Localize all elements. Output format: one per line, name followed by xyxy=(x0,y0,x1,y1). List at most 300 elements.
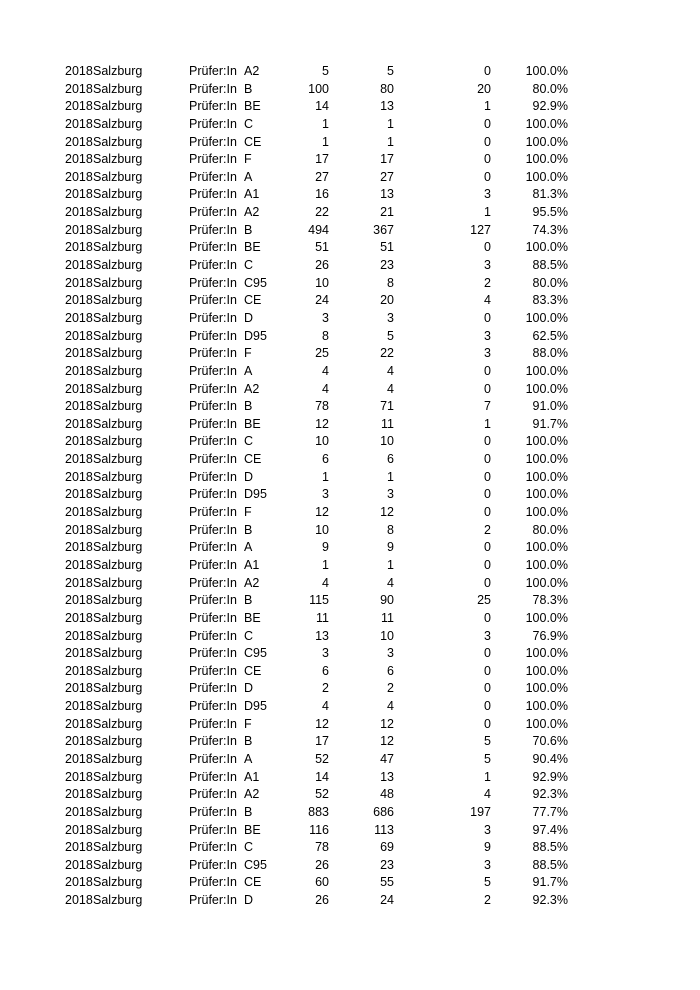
cell-class: D xyxy=(244,310,254,325)
cell-passed: 80 xyxy=(380,81,394,96)
cell-year: 2018 xyxy=(65,81,93,96)
cell-role: Prüfer:In xyxy=(189,716,237,731)
table-row xyxy=(0,275,700,293)
cell-class: CE xyxy=(244,452,262,467)
cell-total: 12 xyxy=(315,716,329,731)
table-row xyxy=(0,804,700,822)
cell-passed: 6 xyxy=(387,663,394,678)
cell-rate: 100.0% xyxy=(525,469,568,484)
cell-class: C xyxy=(244,628,254,643)
cell-city: Salzburg xyxy=(93,452,143,467)
table-row xyxy=(0,186,700,204)
cell-role: Prüfer:In xyxy=(189,187,237,202)
cell-failed: 1 xyxy=(484,99,491,114)
cell-role: Prüfer:In xyxy=(189,505,237,520)
cell-year: 2018 xyxy=(65,64,93,78)
cell-year: 2018 xyxy=(65,452,93,467)
cell-rate: 100.0% xyxy=(525,134,568,149)
table-row xyxy=(0,733,700,751)
cell-role: Prüfer:In xyxy=(189,99,237,114)
cell-total: 12 xyxy=(315,505,329,520)
cell-failed: 0 xyxy=(484,152,491,167)
cell-role: Prüfer:In xyxy=(189,310,237,325)
cell-city: Salzburg xyxy=(93,64,143,78)
cell-city: Salzburg xyxy=(93,134,143,149)
cell-class: C xyxy=(244,116,254,131)
table-row xyxy=(0,169,700,187)
cell-failed: 3 xyxy=(484,258,491,273)
cell-failed: 3 xyxy=(484,857,491,872)
cell-failed: 197 xyxy=(470,804,491,819)
cell-failed: 1 xyxy=(484,205,491,220)
cell-failed: 0 xyxy=(484,663,491,678)
cell-rate: 88.0% xyxy=(532,346,568,361)
cell-rate: 100.0% xyxy=(525,646,568,661)
cell-passed: 1 xyxy=(387,557,394,572)
cell-passed: 27 xyxy=(380,169,394,184)
cell-class: C xyxy=(244,840,254,855)
cell-year: 2018 xyxy=(65,593,93,608)
cell-class: B xyxy=(244,734,253,749)
cell-total: 25 xyxy=(315,346,329,361)
cell-year: 2018 xyxy=(65,716,93,731)
cell-passed: 11 xyxy=(381,610,394,625)
cell-class: B xyxy=(244,593,253,608)
table-row xyxy=(0,539,700,557)
cell-class: D xyxy=(244,893,254,908)
cell-city: Salzburg xyxy=(93,381,143,396)
cell-role: Prüfer:In xyxy=(189,434,237,449)
cell-failed: 2 xyxy=(484,522,491,537)
cell-class: A xyxy=(244,169,253,184)
cell-role: Prüfer:In xyxy=(189,522,237,537)
cell-passed: 12 xyxy=(380,505,394,520)
cell-year: 2018 xyxy=(65,822,93,837)
cell-total: 3 xyxy=(322,646,329,661)
cell-passed: 17 xyxy=(380,152,394,167)
table-row xyxy=(0,469,700,487)
cell-passed: 5 xyxy=(387,328,394,343)
cell-rate: 100.0% xyxy=(525,699,568,714)
cell-role: Prüfer:In xyxy=(189,593,237,608)
cell-city: Salzburg xyxy=(93,293,143,308)
table-row xyxy=(0,239,700,257)
cell-class: A xyxy=(244,363,253,378)
table-row xyxy=(0,575,700,593)
cell-total: 26 xyxy=(315,893,329,908)
data-table xyxy=(0,63,700,910)
cell-year: 2018 xyxy=(65,875,93,890)
cell-city: Salzburg xyxy=(93,610,143,625)
cell-failed: 5 xyxy=(484,734,491,749)
cell-rate: 92.3% xyxy=(532,893,568,908)
cell-role: Prüfer:In xyxy=(189,487,237,502)
cell-rate: 100.0% xyxy=(525,240,568,255)
cell-city: Salzburg xyxy=(93,804,143,819)
cell-rate: 83.3% xyxy=(532,293,568,308)
cell-class: A2 xyxy=(244,787,260,802)
cell-failed: 0 xyxy=(484,434,491,449)
cell-class: CE xyxy=(244,875,262,890)
cell-total: 14 xyxy=(315,769,329,784)
cell-city: Salzburg xyxy=(93,769,143,784)
cell-class: B xyxy=(244,522,253,537)
cell-total: 17 xyxy=(315,152,329,167)
cell-city: Salzburg xyxy=(93,540,143,555)
cell-class: D95 xyxy=(244,328,267,343)
cell-rate: 100.0% xyxy=(525,152,568,167)
cell-city: Salzburg xyxy=(93,205,143,220)
cell-class: A xyxy=(244,751,253,766)
cell-total: 22 xyxy=(315,205,329,220)
cell-role: Prüfer:In xyxy=(189,152,237,167)
cell-role: Prüfer:In xyxy=(189,116,237,131)
cell-failed: 0 xyxy=(484,169,491,184)
table-row xyxy=(0,416,700,434)
cell-failed: 0 xyxy=(484,363,491,378)
cell-total: 26 xyxy=(315,258,329,273)
cell-passed: 11 xyxy=(381,416,394,431)
cell-role: Prüfer:In xyxy=(189,557,237,572)
cell-city: Salzburg xyxy=(93,258,143,273)
cell-rate: 100.0% xyxy=(525,505,568,520)
cell-failed: 0 xyxy=(484,240,491,255)
cell-city: Salzburg xyxy=(93,522,143,537)
cell-year: 2018 xyxy=(65,646,93,661)
cell-failed: 7 xyxy=(484,399,491,414)
cell-passed: 3 xyxy=(387,646,394,661)
cell-role: Prüfer:In xyxy=(189,610,237,625)
cell-failed: 0 xyxy=(484,381,491,396)
cell-class: BE xyxy=(244,822,261,837)
cell-passed: 367 xyxy=(373,222,394,237)
cell-role: Prüfer:In xyxy=(189,681,237,696)
table-row xyxy=(0,557,700,575)
cell-city: Salzburg xyxy=(93,875,143,890)
cell-passed: 6 xyxy=(387,452,394,467)
cell-class: C95 xyxy=(244,646,267,661)
cell-year: 2018 xyxy=(65,769,93,784)
cell-rate: 100.0% xyxy=(525,487,568,502)
cell-year: 2018 xyxy=(65,505,93,520)
cell-class: F xyxy=(244,716,252,731)
cell-total: 115 xyxy=(309,593,329,608)
cell-class: BE xyxy=(244,610,261,625)
cell-year: 2018 xyxy=(65,275,93,290)
table-row xyxy=(0,345,700,363)
cell-passed: 23 xyxy=(380,857,394,872)
cell-rate: 100.0% xyxy=(525,64,568,78)
cell-total: 14 xyxy=(315,99,329,114)
cell-class: C95 xyxy=(244,857,267,872)
cell-role: Prüfer:In xyxy=(189,787,237,802)
cell-rate: 90.4% xyxy=(532,751,568,766)
cell-city: Salzburg xyxy=(93,857,143,872)
cell-passed: 71 xyxy=(380,399,394,414)
cell-city: Salzburg xyxy=(93,346,143,361)
cell-role: Prüfer:In xyxy=(189,328,237,343)
cell-passed: 20 xyxy=(380,293,394,308)
cell-passed: 4 xyxy=(387,699,394,714)
cell-rate: 100.0% xyxy=(525,434,568,449)
cell-total: 12 xyxy=(315,416,329,431)
cell-class: C95 xyxy=(244,275,267,290)
cell-year: 2018 xyxy=(65,363,93,378)
cell-city: Salzburg xyxy=(93,681,143,696)
cell-total: 27 xyxy=(315,169,329,184)
cell-role: Prüfer:In xyxy=(189,346,237,361)
cell-class: A2 xyxy=(244,64,260,78)
cell-city: Salzburg xyxy=(93,646,143,661)
cell-total: 4 xyxy=(322,699,329,714)
cell-city: Salzburg xyxy=(93,751,143,766)
cell-year: 2018 xyxy=(65,804,93,819)
cell-failed: 0 xyxy=(484,310,491,325)
cell-total: 24 xyxy=(315,293,329,308)
cell-class: BE xyxy=(244,416,261,431)
cell-failed: 4 xyxy=(484,787,491,802)
cell-passed: 4 xyxy=(387,381,394,396)
cell-passed: 113 xyxy=(374,822,394,837)
cell-failed: 0 xyxy=(484,134,491,149)
cell-failed: 9 xyxy=(484,840,491,855)
cell-total: 1 xyxy=(322,116,329,131)
cell-class: D95 xyxy=(244,487,267,502)
cell-passed: 13 xyxy=(380,769,394,784)
cell-passed: 686 xyxy=(373,804,394,819)
cell-year: 2018 xyxy=(65,399,93,414)
cell-city: Salzburg xyxy=(93,81,143,96)
table-row xyxy=(0,822,700,840)
cell-role: Prüfer:In xyxy=(189,399,237,414)
cell-failed: 0 xyxy=(484,487,491,502)
cell-class: A1 xyxy=(244,557,260,572)
cell-rate: 88.5% xyxy=(532,840,568,855)
cell-failed: 1 xyxy=(484,769,491,784)
cell-failed: 3 xyxy=(484,628,491,643)
cell-passed: 22 xyxy=(380,346,394,361)
cell-class: A2 xyxy=(244,381,260,396)
cell-total: 4 xyxy=(322,381,329,396)
cell-class: D xyxy=(244,469,254,484)
cell-city: Salzburg xyxy=(93,416,143,431)
cell-role: Prüfer:In xyxy=(189,540,237,555)
cell-total: 16 xyxy=(315,187,329,202)
table-row xyxy=(0,839,700,857)
cell-year: 2018 xyxy=(65,663,93,678)
cell-city: Salzburg xyxy=(93,434,143,449)
cell-year: 2018 xyxy=(65,699,93,714)
cell-total: 1 xyxy=(322,557,329,572)
cell-total: 5 xyxy=(322,64,329,78)
cell-passed: 51 xyxy=(380,240,394,255)
cell-class: A2 xyxy=(244,205,260,220)
cell-year: 2018 xyxy=(65,328,93,343)
cell-failed: 3 xyxy=(484,346,491,361)
cell-year: 2018 xyxy=(65,293,93,308)
cell-failed: 5 xyxy=(484,751,491,766)
cell-class: A1 xyxy=(244,769,260,784)
cell-rate: 74.3% xyxy=(532,222,568,237)
cell-rate: 91.7% xyxy=(532,416,568,431)
cell-role: Prüfer:In xyxy=(189,469,237,484)
cell-rate: 76.9% xyxy=(532,628,568,643)
cell-passed: 12 xyxy=(380,734,394,749)
cell-rate: 100.0% xyxy=(525,575,568,590)
cell-rate: 92.3% xyxy=(532,787,568,802)
cell-failed: 0 xyxy=(484,646,491,661)
cell-failed: 0 xyxy=(484,64,491,78)
table-row xyxy=(0,310,700,328)
cell-passed: 55 xyxy=(380,875,394,890)
cell-passed: 8 xyxy=(387,275,394,290)
table-row xyxy=(0,610,700,628)
cell-class: CE xyxy=(244,663,262,678)
cell-rate: 92.9% xyxy=(532,769,568,784)
table-row xyxy=(0,716,700,734)
cell-role: Prüfer:In xyxy=(189,893,237,908)
cell-passed: 3 xyxy=(387,310,394,325)
cell-failed: 1 xyxy=(484,416,491,431)
cell-year: 2018 xyxy=(65,857,93,872)
cell-year: 2018 xyxy=(65,416,93,431)
cell-total: 17 xyxy=(315,734,329,749)
cell-year: 2018 xyxy=(65,169,93,184)
table-row xyxy=(0,645,700,663)
cell-class: D95 xyxy=(244,699,267,714)
cell-total: 4 xyxy=(322,363,329,378)
cell-rate: 100.0% xyxy=(525,452,568,467)
cell-failed: 0 xyxy=(484,557,491,572)
cell-rate: 88.5% xyxy=(532,258,568,273)
cell-rate: 88.5% xyxy=(532,857,568,872)
cell-role: Prüfer:In xyxy=(189,840,237,855)
cell-role: Prüfer:In xyxy=(189,363,237,378)
table-row xyxy=(0,81,700,99)
cell-rate: 100.0% xyxy=(525,116,568,131)
cell-total: 2 xyxy=(322,681,329,696)
cell-failed: 25 xyxy=(477,593,491,608)
cell-passed: 48 xyxy=(380,787,394,802)
table-row xyxy=(0,698,700,716)
cell-rate: 95.5% xyxy=(532,205,568,220)
table-row xyxy=(0,222,700,240)
cell-year: 2018 xyxy=(65,240,93,255)
cell-passed: 8 xyxy=(387,522,394,537)
cell-passed: 1 xyxy=(387,134,394,149)
cell-total: 78 xyxy=(315,399,329,414)
cell-year: 2018 xyxy=(65,258,93,273)
cell-city: Salzburg xyxy=(93,116,143,131)
table-row xyxy=(0,680,700,698)
cell-role: Prüfer:In xyxy=(189,769,237,784)
cell-year: 2018 xyxy=(65,522,93,537)
cell-city: Salzburg xyxy=(93,575,143,590)
cell-passed: 1 xyxy=(387,116,394,131)
cell-city: Salzburg xyxy=(93,275,143,290)
table-row xyxy=(0,398,700,416)
cell-year: 2018 xyxy=(65,116,93,131)
cell-rate: 97.4% xyxy=(532,822,568,837)
cell-total: 60 xyxy=(315,875,329,890)
cell-passed: 13 xyxy=(380,187,394,202)
cell-role: Prüfer:In xyxy=(189,452,237,467)
cell-rate: 91.7% xyxy=(532,875,568,890)
cell-failed: 20 xyxy=(477,81,491,96)
cell-rate: 77.7% xyxy=(532,804,568,819)
cell-role: Prüfer:In xyxy=(189,275,237,290)
cell-rate: 100.0% xyxy=(525,169,568,184)
table-row xyxy=(0,522,700,540)
cell-year: 2018 xyxy=(65,751,93,766)
cell-failed: 0 xyxy=(484,116,491,131)
cell-year: 2018 xyxy=(65,540,93,555)
table-row xyxy=(0,892,700,910)
table-row xyxy=(0,486,700,504)
cell-year: 2018 xyxy=(65,787,93,802)
cell-year: 2018 xyxy=(65,205,93,220)
cell-class: F xyxy=(244,346,252,361)
cell-year: 2018 xyxy=(65,99,93,114)
cell-total: 10 xyxy=(315,522,329,537)
table-row xyxy=(0,292,700,310)
cell-city: Salzburg xyxy=(93,822,143,837)
table-row xyxy=(0,363,700,381)
cell-year: 2018 xyxy=(65,346,93,361)
cell-class: A2 xyxy=(244,575,260,590)
cell-city: Salzburg xyxy=(93,557,143,572)
cell-class: F xyxy=(244,505,252,520)
table-row xyxy=(0,857,700,875)
cell-total: 8 xyxy=(322,328,329,343)
cell-city: Salzburg xyxy=(93,328,143,343)
cell-rate: 100.0% xyxy=(525,540,568,555)
cell-failed: 4 xyxy=(484,293,491,308)
cell-total: 51 xyxy=(315,240,329,255)
cell-passed: 69 xyxy=(380,840,394,855)
cell-class: F xyxy=(244,152,252,167)
table-row xyxy=(0,381,700,399)
cell-passed: 2 xyxy=(387,681,394,696)
cell-city: Salzburg xyxy=(93,469,143,484)
cell-role: Prüfer:In xyxy=(189,575,237,590)
cell-failed: 2 xyxy=(484,275,491,290)
cell-failed: 3 xyxy=(484,187,491,202)
cell-total: 6 xyxy=(322,663,329,678)
cell-class: A xyxy=(244,540,253,555)
cell-passed: 12 xyxy=(380,716,394,731)
cell-passed: 21 xyxy=(380,205,394,220)
table-row xyxy=(0,592,700,610)
cell-city: Salzburg xyxy=(93,240,143,255)
cell-city: Salzburg xyxy=(93,734,143,749)
cell-city: Salzburg xyxy=(93,399,143,414)
cell-rate: 100.0% xyxy=(525,557,568,572)
table-row xyxy=(0,116,700,134)
cell-rate: 100.0% xyxy=(525,663,568,678)
cell-year: 2018 xyxy=(65,134,93,149)
cell-year: 2018 xyxy=(65,310,93,325)
cell-city: Salzburg xyxy=(93,787,143,802)
cell-year: 2018 xyxy=(65,681,93,696)
cell-role: Prüfer:In xyxy=(189,699,237,714)
cell-city: Salzburg xyxy=(93,593,143,608)
cell-year: 2018 xyxy=(65,434,93,449)
table-row xyxy=(0,769,700,787)
cell-rate: 100.0% xyxy=(525,610,568,625)
cell-failed: 0 xyxy=(484,540,491,555)
table-row xyxy=(0,628,700,646)
